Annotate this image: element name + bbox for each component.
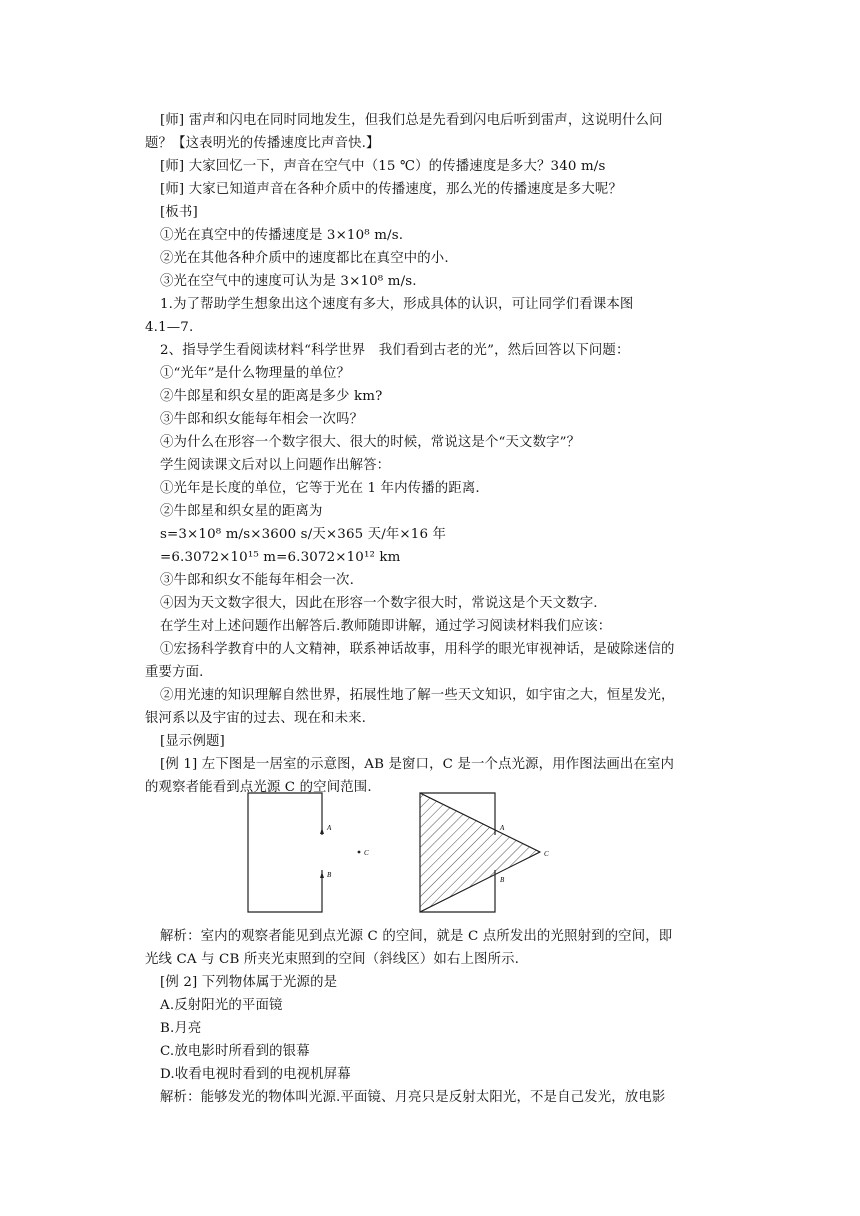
formula-line: =6.3072×10¹⁵ m=6.3072×10¹² km [160, 550, 401, 565]
label-c: C [364, 849, 369, 857]
text-line: 银河系以及宇宙的过去、现在和未来. [145, 711, 367, 726]
text-line: ③牛郎和织女不能每年相会一次. [160, 573, 354, 588]
text-line: ①“光年”是什么物理量的单位？ [160, 366, 351, 381]
text-line: 2、指导学生看阅读材料“科学世界 我们看到古老的光”，然后回答以下问题： [160, 343, 630, 358]
room-diagram-right [420, 793, 549, 912]
text-line: 的观察者能看到点光源 C 的空间范围. [145, 780, 372, 795]
text-line: ②光在其他各种介质中的速度都比在真空中的小. [160, 251, 449, 266]
label-b: B [327, 871, 332, 879]
text-line: ①光在真空中的传播速度是 3×10⁸ m/s. [160, 228, 404, 243]
option-line: A.反射阳光的平面镜 [160, 998, 283, 1013]
text-line: ①宏扬科学教育中的人文精神，联系神话故事，用科学的眼光审视神话，是破除迷信的 [160, 642, 675, 657]
formula-line: s=3×10⁸ m/s×3600 s/天×365 天/年×16 年 [160, 527, 447, 542]
option-line: C.放电影时所看到的银幕 [160, 1044, 310, 1059]
text-line: [板书] [160, 205, 198, 220]
text-line: ①光年是长度的单位，它等于光在 1 年内传播的距离. [160, 481, 480, 496]
text-line: [师] 大家回忆一下，声音在空气中（15 ℃）的传播速度是多大？340 m/s [160, 159, 606, 174]
text-line: ②用光速的知识理解自然世界，拓展性地了解一些天文知识，如宇宙之大，恒星发光， [160, 688, 675, 703]
text-line: 重要方面. [145, 665, 204, 680]
room-diagram-left [248, 793, 369, 912]
shaded-light-region [420, 793, 540, 912]
text-line: [例 1] 左下图是一居室的示意图，AB 是窗口，C 是一个点光源，用作图法画出在室内 [160, 757, 675, 772]
text-line: 1.为了帮助学生想象出这个速度有多大，形成具体的认识，可让同学们看课本图 [160, 297, 634, 312]
label-c-right: C [544, 850, 549, 858]
light-source-point [358, 851, 361, 854]
text-line: ④为什么在形容一个数字很大、很大的时候，常说这是个“天文数字”？ [160, 435, 581, 450]
text-line: ④因为天文数字很大，因此在形容一个数字很大时，常说这是个天文数字. [160, 596, 598, 611]
label-b-right: B [500, 876, 505, 884]
label-a: A [327, 824, 332, 832]
text-line: 解析：室内的观察者能见到点光源 C 的空间，就是 C 点所发出的光照射到的空间，即 [160, 929, 673, 944]
text-line: 学生阅读课文后对以上问题作出解答： [160, 458, 391, 473]
text-line: 在学生对上述问题作出解答后.教师随即讲解，通过学习阅读材料我们应该： [160, 619, 612, 634]
text-line: [例 2] 下列物体属于光源的是 [160, 975, 338, 990]
text-line: ③牛郎和织女能每年相会一次吗？ [160, 412, 364, 427]
text-line: [师] 雷声和闪电在同时同地发生，但我们总是先看到闪电后听到雷声，这说明什么问 [160, 113, 663, 128]
text-line: [师] 大家已知道声音在各种介质中的传播速度，那么光的传播速度是多大呢？ [160, 182, 622, 197]
option-line: B.月亮 [160, 1021, 202, 1036]
text-line: ③光在空气中的速度可认为是 3×10⁸ m/s. [160, 274, 417, 289]
option-line: D.收看电视时看到的电视机屏幕 [160, 1067, 351, 1082]
text-line: 光线 CA 与 CB 所夹光束照到的空间（斜线区）如右上图所示. [145, 952, 520, 967]
text-line: ②牛郎星和织女星的距离为 [160, 504, 323, 519]
text-line: 题？【这表明光的传播速度比声音快.】 [145, 136, 380, 151]
text-line: 4.1—7. [145, 320, 194, 335]
text-line: ②牛郎星和织女星的距离是多少 km? [160, 389, 383, 404]
label-a-right: A [500, 824, 505, 832]
text-line: [显示例题] [160, 734, 225, 749]
text-line: 解析：能够发光的物体叫光源.平面镜、月亮只是反射太阳光，不是自己发光，放电影 [160, 1090, 666, 1105]
